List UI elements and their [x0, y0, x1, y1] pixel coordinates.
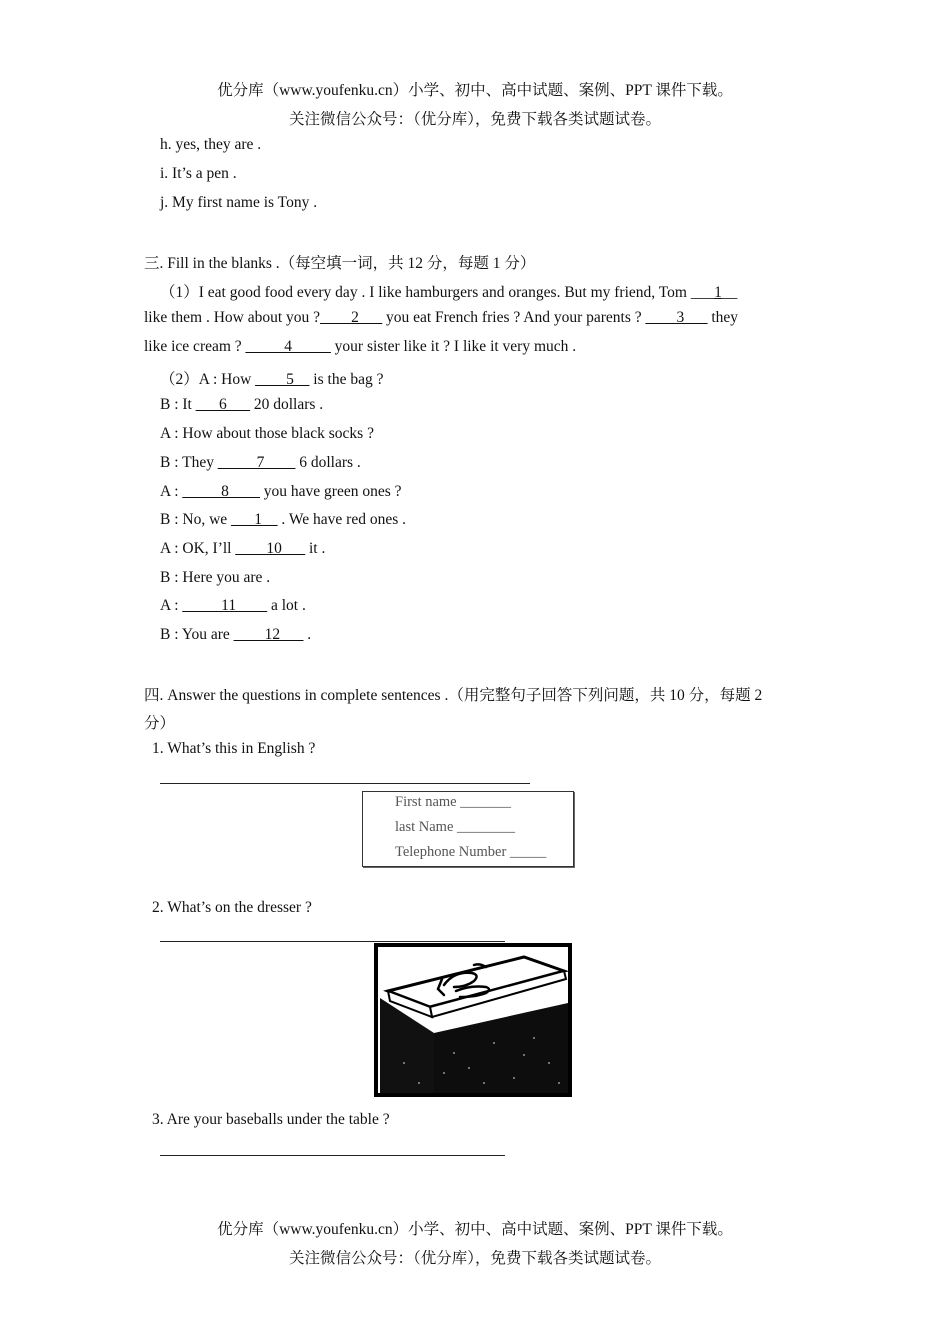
dialog-blank: ___6___ — [195, 396, 250, 413]
answer-line-3[interactable] — [160, 1155, 505, 1156]
dialog-line — [160, 425, 374, 443]
dialog-pre: B : No, we — [160, 511, 232, 528]
passage-line-1 — [160, 280, 737, 302]
dialog-pre: A : — [160, 597, 183, 614]
dialog-post: it . — [305, 540, 326, 557]
dialog-line — [160, 396, 323, 414]
dialog-post: 20 dollars . — [250, 396, 324, 413]
passage-line-2-mid: you eat French fries ? And your parents ? — [382, 309, 646, 326]
passage-line-1-tail: __ — [721, 284, 738, 301]
name-card-illustration — [362, 791, 574, 867]
dialog-pre: B : Here you are . — [160, 569, 271, 586]
dialog-post: you have green ones ? — [259, 483, 402, 500]
question-2: 2. What’s on the dresser ? — [152, 899, 312, 916]
dialog-pre: B : They — [160, 454, 218, 471]
dialog-line — [160, 597, 306, 615]
dialog-post: is the bag ? — [309, 371, 384, 388]
footer-line-2: 关注微信公众号：（优分库），免费下载各类试题试卷。 — [288, 1250, 661, 1267]
form-telephone: Telephone Number _____ — [395, 844, 547, 860]
section-3-title: 三. Fill in the blanks .（每空填一词，共 12 分，每题 1 分） — [144, 255, 536, 272]
option-i: i. It’s a pen . — [160, 165, 237, 182]
dialog-line — [160, 483, 402, 501]
dialog-line — [160, 511, 406, 529]
dialog-post: . — [303, 626, 312, 643]
dialog-line — [160, 569, 270, 587]
dresser-illustration — [374, 943, 572, 1097]
dialog-blank: _____11____ — [182, 597, 268, 614]
blank-4: _____4_____ — [245, 338, 331, 355]
dialog-pre: B : It — [160, 396, 196, 413]
dialog-post: . We have red ones . — [277, 511, 406, 528]
dialog-line — [160, 454, 361, 472]
option-h: h. yes, they are . — [160, 136, 262, 153]
dialog-line — [160, 367, 383, 389]
passage-line-2-text: like them . How about you ? — [144, 309, 321, 326]
section-4-title: 四. Answer the questions in complete sentences .（用完整句子回答下列问题，共 10 分，每题 2 — [144, 687, 763, 704]
dialog-blank: _____7____ — [217, 454, 296, 471]
question-3: 3. Are your baseballs under the table ? — [152, 1111, 390, 1128]
blank-3: ____3___ — [645, 309, 708, 326]
dialog-pre: A : — [160, 483, 183, 500]
dialog-line — [160, 626, 311, 644]
option-j: j. My first name is Tony . — [160, 194, 318, 211]
dialog-blank: ____5__ — [255, 371, 310, 388]
dialog-pre: （2）A : How — [160, 371, 256, 388]
passage-line-3-text: like ice cream ? — [144, 338, 246, 355]
dialog-pre: B : You are — [160, 626, 234, 643]
passage-line-2 — [144, 309, 738, 327]
dialog-pre: A : OK, I’ll — [160, 540, 236, 557]
header-line-2: 关注微信公众号：（优分库），免费下载各类试题试卷。 — [288, 111, 661, 128]
dialog-post: 6 dollars . — [295, 454, 361, 471]
footer-line-1: 优分库（www.youfenku.cn）小学、初中、高中试题、案例、PPT 课件下载。 — [217, 1221, 733, 1238]
passage-line-3 — [144, 338, 576, 356]
blank-2: ____2___ — [320, 309, 383, 326]
header-line-1: 优分库（www.youfenku.cn）小学、初中、高中试题、案例、PPT 课件下载。 — [217, 82, 733, 99]
answer-line-1[interactable] — [160, 783, 530, 784]
dialog-blank: _____8____ — [182, 483, 260, 500]
dialog-blank: ____12___ — [233, 626, 304, 643]
dialog-blank: ____10___ — [235, 540, 306, 557]
blank-1: 1 — [714, 284, 722, 301]
passage-line-2-tail: they — [707, 309, 739, 326]
dialog-post: a lot . — [267, 597, 306, 614]
passage-line-1-text: （1）I eat good food every day . I like hamburgers and oranges. But my friend, Tom ___ — [160, 284, 715, 301]
form-first-name: First name _______ — [395, 794, 511, 810]
question-1: 1. What’s this in English ? — [152, 740, 316, 757]
dialog-pre: A : How about those black socks ? — [160, 425, 374, 442]
answer-line-2[interactable] — [160, 941, 505, 942]
dialog-blank: ___1__ — [231, 511, 278, 528]
form-last-name: last Name ________ — [395, 819, 516, 835]
section-4-title-cont: 分） — [144, 715, 176, 732]
dialog-line — [160, 540, 325, 558]
passage-line-3-tail: your sister like it ? I like it very much . — [330, 338, 577, 355]
